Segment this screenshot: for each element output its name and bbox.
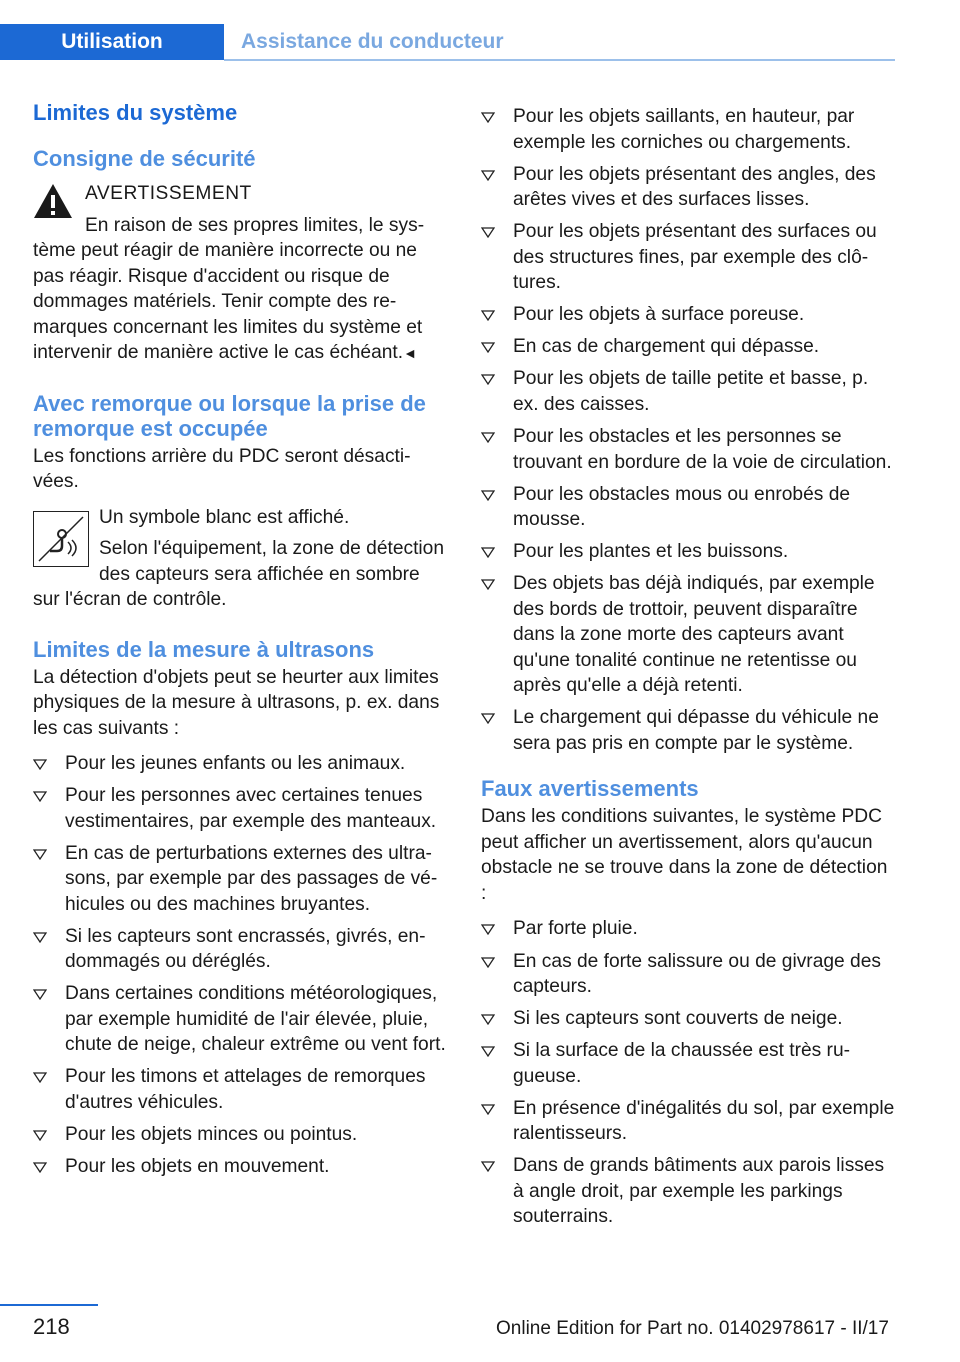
bullet-triangle-icon <box>481 170 495 181</box>
list-item: Pour les jeunes enfants ou les animaux. <box>33 751 447 777</box>
list-item: Pour les objets de taille petite et basse, p. ex. des caisses. <box>481 366 897 417</box>
list-item: Pour les objets présentant des angles, des arêtes vives et des surfaces lisses. <box>481 162 897 213</box>
list-item: En cas de perturbations externes des ultrasons, par exemple par des passages de véhicules ou des machines bruyantes. <box>33 841 447 918</box>
warning-triangle-icon <box>33 183 73 219</box>
trailer-symbol-icon <box>33 511 89 567</box>
list-item: Dans certaines conditions météorologiques, par exemple humidité de l'air élevée, pluie, chute de neige, chaleur extrême ou vent fort. <box>33 981 447 1058</box>
symbol-block <box>33 505 447 613</box>
list-item: En cas de forte salissure ou de givrage des capteurs. <box>481 949 897 1000</box>
bullet-triangle-icon <box>33 989 47 1000</box>
trailer-heading: Avec remorque ou lorsque la prise de remorque est occupée <box>33 390 426 441</box>
bullet-triangle-icon <box>33 791 47 802</box>
list-item: Par forte pluie. <box>481 916 897 942</box>
list-item: Pour les objets saillants, en hauteur, par exemple les corniches ou chargements. <box>481 104 897 155</box>
list-item: Des objets bas déjà indiqués, par exemple des bords de trottoir, peuvent disparaître dans la zone morte des capteurs avant qu'une tonalité continue ne retentisse ou après qu'elle a déjà retenti. <box>481 571 897 699</box>
false-warnings-intro: Dans les conditions suivantes, le système PDC peut afficher un avertissement, alors qu'aucun obstacle ne se trouve dans la zone de détection : <box>481 806 888 904</box>
ultrasonic-intro: La détection d'objets peut se heurter aux limites physiques de la mesure à ultrasons, p. ex. dans les cas suivants : <box>33 666 440 739</box>
bullet-triangle-icon <box>481 374 495 385</box>
list-item: Pour les obstacles et les personnes se trouvant en bordure de la voie de circulation. <box>481 424 897 475</box>
bullet-triangle-icon <box>481 924 495 935</box>
ultrasonic-list <box>33 751 447 1180</box>
list-item: Le chargement qui dépasse du véhicule ne sera pas pris en compte par le système. <box>481 705 897 756</box>
bullet-triangle-icon <box>481 227 495 238</box>
symbol-text-1: Un symbole blanc est affiché. <box>99 506 350 528</box>
trailer-text: Les fonctions arrière du PDC seront désactivées. <box>33 445 411 492</box>
list-item: Si les capteurs sont couverts de neige. <box>481 1006 897 1032</box>
footer-edition: Online Edition for Part no. 01402978617 - II/17 <box>496 1318 889 1339</box>
safety-heading: Consigne de sécurité <box>33 146 256 171</box>
list-item: Pour les timons et attelages de remorques d'autres véhicules. <box>33 1064 447 1115</box>
bullet-triangle-icon <box>481 579 495 590</box>
section-title: Limites du système <box>33 100 238 125</box>
warning-body: En raison de ses propres limites, le système peut réagir de manière incorrecte ou ne pas réagir. Risque d'accident ou risque de dommages matériels. Tenir compte des remarques concernant les limites du système et intervenir de manière active le cas échéant. <box>33 214 425 363</box>
bullet-triangle-icon <box>33 1072 47 1083</box>
tab-assistance-du-conducteur[interactable]: Assistance du conducteur <box>241 30 504 53</box>
bullet-triangle-icon <box>481 432 495 443</box>
list-item: Dans de grands bâtiments aux parois lisses à angle droit, par exemple les parkings souterrains. <box>481 1153 897 1230</box>
list-item: Pour les objets à surface poreuse. <box>481 302 897 328</box>
page-header <box>0 24 895 62</box>
false-warnings-list <box>481 916 897 1229</box>
list-item: Si les capteurs sont encrassés, givrés, endommagés ou déréglés. <box>33 924 447 975</box>
right-column <box>481 100 897 1237</box>
list-item: Pour les obstacles mous ou enrobés de mousse. <box>481 482 897 533</box>
bullet-triangle-icon <box>481 1014 495 1025</box>
header-rule <box>224 59 895 61</box>
bullet-triangle-icon <box>481 490 495 501</box>
bullet-triangle-icon <box>481 1161 495 1172</box>
bullet-triangle-icon <box>481 310 495 321</box>
tab-utilisation[interactable]: Utilisation <box>0 24 224 60</box>
bullet-triangle-icon <box>33 1130 47 1141</box>
bullet-triangle-icon <box>481 112 495 123</box>
false-warnings-heading: Faux avertissements <box>481 776 699 802</box>
bullet-triangle-icon <box>33 1162 47 1173</box>
bullet-triangle-icon <box>33 759 47 770</box>
end-mark: ◄ <box>403 345 417 361</box>
bullet-triangle-icon <box>33 932 47 943</box>
warning-text <box>33 213 447 367</box>
footer-rule <box>0 1304 98 1306</box>
list-item: Pour les personnes avec certaines tenues vestimentaires, par exemple des manteaux. <box>33 783 447 834</box>
left-column <box>33 100 447 1186</box>
ultrasonic-heading: Limites de la mesure à ultrasons <box>33 636 375 662</box>
bullet-triangle-icon <box>481 1046 495 1057</box>
list-item: En cas de chargement qui dépasse. <box>481 334 897 360</box>
list-item: Pour les plantes et les buissons. <box>481 539 897 565</box>
bullet-triangle-icon <box>481 713 495 724</box>
objects-list <box>481 104 897 756</box>
warning-label: AVERTISSEMENT <box>85 183 252 204</box>
bullet-triangle-icon <box>33 849 47 860</box>
bullet-triangle-icon <box>481 957 495 968</box>
bullet-triangle-icon <box>481 1104 495 1115</box>
bullet-triangle-icon <box>481 342 495 353</box>
list-item: Pour les objets minces ou pointus. <box>33 1122 447 1148</box>
list-item: Si la surface de la chaussée est très rugueuse. <box>481 1038 897 1089</box>
symbol-text-2: Selon l'équipement, la zone de détection des capteurs sera affichée en sombre sur l'écran de contrôle. <box>33 538 445 610</box>
list-item: En présence d'inégalités du sol, par exemple ralentisseurs. <box>481 1096 897 1147</box>
list-item: Pour les objets présentant des surfaces ou des structures fines, par exemple des clôtures. <box>481 219 897 296</box>
list-item: Pour les objets en mouvement. <box>33 1154 447 1180</box>
page-number: 218 <box>33 1314 70 1339</box>
bullet-triangle-icon <box>481 547 495 558</box>
warning-block <box>33 181 447 367</box>
